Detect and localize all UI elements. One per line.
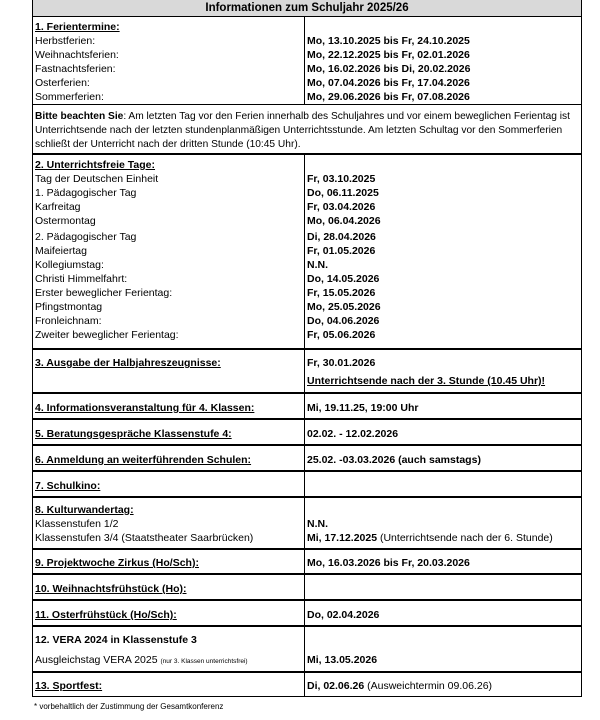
day-off-value: Fr, 03.10.2025 bbox=[307, 173, 376, 185]
section-heading: 10. Weihnachtsfrühstück (Ho): bbox=[35, 583, 187, 595]
section-counseling bbox=[33, 420, 581, 446]
counseling-dates: 02.02. - 12.02.2026 bbox=[307, 428, 399, 440]
day-off-label: 1. Pädagogischer Tag bbox=[35, 187, 137, 199]
day-off-label: Maifeiertag bbox=[35, 245, 87, 257]
section-school-cinema bbox=[33, 472, 581, 498]
section-registration bbox=[33, 446, 581, 472]
day-off-value: Do, 06.11.2025 bbox=[307, 187, 379, 199]
day-off-value: Fr, 05.06.2026 bbox=[307, 329, 376, 341]
day-off-label: Karfreitag bbox=[35, 201, 81, 213]
sports-day-date: Di, 02.06.26 bbox=[307, 680, 365, 692]
day-off-label: Tag der Deutschen Einheit bbox=[35, 173, 159, 185]
section-sports-day bbox=[33, 673, 581, 696]
section-culture-hike bbox=[33, 498, 581, 550]
section-easter-breakfast bbox=[33, 601, 581, 627]
section-christmas-breakfast bbox=[33, 575, 581, 601]
holiday-value: Mo, 22.12.2025 bis Fr, 02.01.2026 bbox=[307, 49, 470, 61]
day-off-value: Mo, 06.04.2026 bbox=[307, 215, 381, 227]
culture-hike-date: Mi, 17.12.2025 bbox=[307, 532, 378, 544]
day-off-value: Do, 04.06.2026 bbox=[307, 315, 380, 327]
section-days-off bbox=[33, 155, 581, 350]
section-heading: 12. VERA 2024 in Klassenstufe 3 bbox=[35, 634, 197, 646]
holiday-value: Mo, 13.10.2025 bis Fr, 24.10.2025 bbox=[307, 35, 470, 47]
info-event-date: Mi, 19.11.25, 19:00 Uhr bbox=[307, 402, 419, 414]
day-off-value: N.N. bbox=[307, 259, 328, 271]
culture-hike-label: Klassenstufen 3/4 (Staatstheater Saarbrücken) bbox=[35, 532, 254, 544]
holiday-label: Fastnachtsferien: bbox=[35, 63, 116, 75]
vera-date: Mi, 13.05.2026 bbox=[307, 654, 378, 666]
section-report-cards bbox=[33, 350, 581, 394]
section-vera bbox=[33, 627, 581, 673]
culture-hike-note: (Unterrichtsende nach der 6. Stunde) bbox=[377, 532, 553, 544]
schedule-document bbox=[32, 0, 582, 697]
section-heading: 5. Beratungsgespräche Klassenstufe 4: bbox=[35, 428, 232, 440]
day-off-value: Mo, 25.05.2026 bbox=[307, 301, 381, 313]
section-heading: 9. Projektwoche Zirkus (Ho/Sch): bbox=[35, 557, 199, 569]
sports-day-alt-date: (Ausweichtermin 09.06.26) bbox=[364, 680, 493, 692]
day-off-label: Kollegiumstag: bbox=[35, 259, 104, 271]
day-off-value: Fr, 03.04.2026 bbox=[307, 201, 376, 213]
holiday-label: Osterferien: bbox=[35, 77, 90, 89]
day-off-label: Christi Himmelfahrt: bbox=[35, 273, 128, 285]
day-off-label: Pfingstmontag bbox=[35, 301, 103, 313]
report-card-date: Fr, 30.01.2026 bbox=[307, 357, 376, 369]
day-off-label: Erster beweglicher Ferientag: bbox=[35, 287, 173, 299]
section-heading: 4. Informationsveranstaltung für 4. Klassen: bbox=[35, 402, 255, 414]
easter-breakfast-date: Do, 02.04.2026 bbox=[307, 609, 380, 621]
days-off-labels bbox=[33, 155, 305, 348]
section-heading: 8. Kulturwandertag: bbox=[35, 504, 134, 516]
section-heading: 13. Sportfest: bbox=[35, 680, 103, 692]
day-off-value: Di, 28.04.2026 bbox=[307, 231, 376, 243]
circus-week-dates: Mo, 16.03.2026 bis Fr, 20.03.2026 bbox=[307, 557, 470, 569]
day-off-label: 2. Pädagogischer Tag bbox=[35, 231, 137, 243]
holidays-labels bbox=[33, 17, 305, 104]
culture-hike-label: Klassenstufen 1/2 bbox=[35, 518, 119, 530]
days-off-values bbox=[305, 155, 581, 348]
day-off-value: Fr, 01.05.2026 bbox=[307, 245, 376, 257]
holiday-value: Mo, 16.02.2026 bis Di, 20.02.2026 bbox=[307, 63, 471, 75]
notice-bold-lead: Bitte beachten Sie bbox=[35, 111, 124, 122]
vera-label-note: (nur 3. Klassen unterrichtsfrei) bbox=[160, 658, 248, 665]
document-title: Informationen zum Schuljahr 2025/26 bbox=[33, 0, 581, 17]
holiday-label: Herbstferien: bbox=[35, 35, 96, 47]
culture-hike-value: N.N. bbox=[307, 518, 328, 530]
section-heading: 3. Ausgabe der Halbjahreszeugnisse: bbox=[35, 357, 221, 369]
section-heading: 11. Osterfrühstück (Ho/Sch): bbox=[35, 609, 177, 621]
notice-text: : Am letzten Tag vor den Ferien innerhalb des Schuljahres und vor einem beweglichen Ferientag ist Unterrichtsende nach der letzten stundenplanmäßigen Unterrichtsstunde. Am letzten Schultag vor den Sommerferien schließt der Unterricht nach der dritten Stunde (10:45 Uhr). bbox=[35, 111, 570, 150]
report-card-note: Unterrichtsende nach der 3. Stunde (10.45 Uhr)! bbox=[307, 375, 546, 387]
holiday-value: Mo, 29.06.2026 bis Fr, 07.08.2026 bbox=[307, 91, 470, 103]
section-heading: 7. Schulkino: bbox=[35, 480, 101, 492]
holiday-label: Weihnachtsferien: bbox=[35, 49, 119, 61]
section-info-event bbox=[33, 394, 581, 420]
section-heading: 2. Unterrichtsfreie Tage: bbox=[35, 159, 156, 171]
section-holidays bbox=[33, 17, 581, 105]
holidays-values bbox=[305, 17, 581, 104]
day-off-label: Ostermontag bbox=[35, 215, 96, 227]
holiday-label: Sommerferien: bbox=[35, 91, 104, 103]
day-off-label: Fronleichnam: bbox=[35, 315, 102, 327]
notice-paragraph bbox=[33, 105, 581, 155]
holiday-value: Mo, 07.04.2026 bis Fr, 17.04.2026 bbox=[307, 77, 470, 89]
day-off-label: Zweiter beweglicher Ferientag: bbox=[35, 329, 179, 341]
day-off-value: Fr, 15.05.2026 bbox=[307, 287, 376, 299]
section-heading: 1. Ferientermine: bbox=[35, 21, 120, 33]
vera-label: Ausgleichstag VERA 2025 bbox=[35, 654, 158, 666]
footnote: * vorbehaltlich der Zustimmung der Gesamtkonferenz bbox=[34, 702, 224, 711]
section-circus-week bbox=[33, 550, 581, 575]
section-heading: 6. Anmeldung an weiterführenden Schulen: bbox=[35, 454, 252, 466]
registration-dates: 25.02. -03.03.2026 (auch samstags) bbox=[307, 454, 481, 466]
day-off-value: Do, 14.05.2026 bbox=[307, 273, 380, 285]
